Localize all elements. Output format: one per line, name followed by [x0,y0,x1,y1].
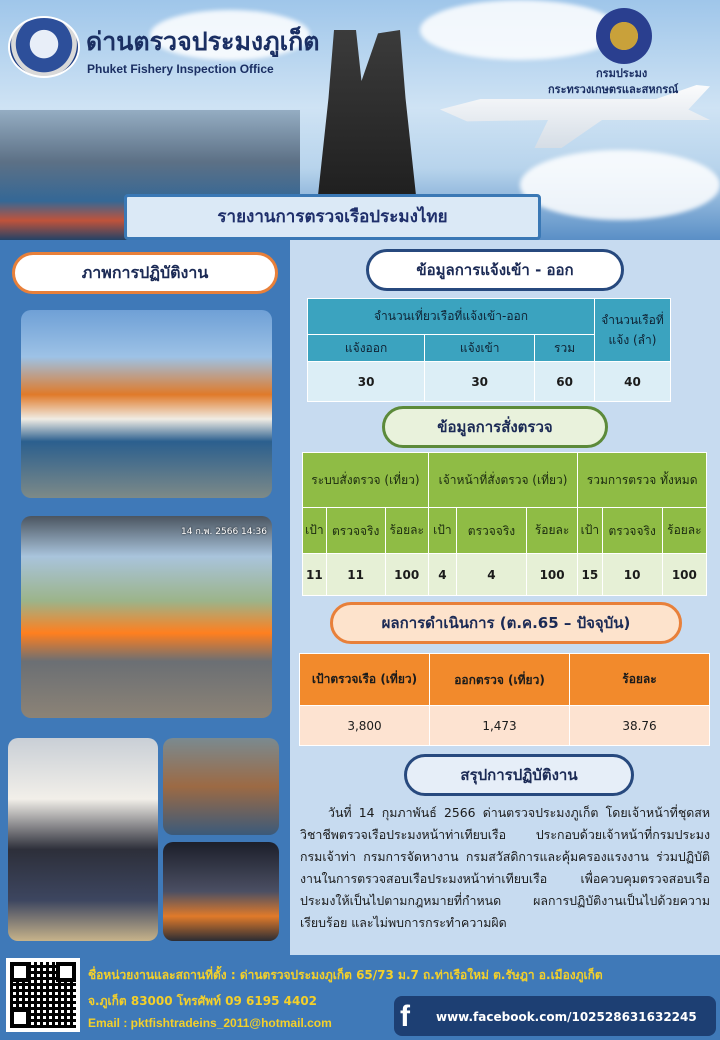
vessels-header: จำนวนเรือที่แจ้ง (ลำ) [595,299,671,362]
result-target-header: เป้าตรวจเรือ (เที่ยว) [300,654,430,706]
facebook-icon[interactable]: f [400,1000,410,1033]
percent-header: ร้อยละ [526,508,577,554]
boat-inspection-photo [21,310,272,498]
office-title-th: ด่านตรวจประมงภูเก็ต [86,27,320,56]
address-line-1: ชื่อหน่วยงานและสถานที่ตั้ง : ด่านตรวจประมงภูเก็ต 65/73 ม.7 ถ.ท่าเรือใหม่ ต.รัษฎา อ.เมืองภูเก็ต [88,968,603,982]
summary-section-title: สรุปการปฏิบัติงาน [404,754,634,796]
officer-target-value: 4 [428,554,456,596]
target-header: เป้า [303,508,327,554]
result-section-title: ผลการดำเนินการ (ต.ค.65 – ปัจจุบัน) [330,602,682,644]
notify-out-header: แจ้งออก [308,335,425,362]
heroines-monument-image [312,30,422,200]
operation-photos-title: ภาพการปฏิบัติงาน [12,252,278,294]
facebook-link[interactable]: www.facebook.com/102528631632245 [436,1010,697,1024]
night-inspection-photo [163,842,279,941]
officer-actual-value: 4 [456,554,526,596]
officer-document-photo [8,738,158,941]
qr-finder-pattern [10,1008,30,1028]
email-link[interactable]: Email : pktfishtradeins_2011@hotmail.com [88,1016,332,1030]
system-target-value: 11 [303,554,327,596]
qr-finder-pattern [10,962,30,982]
summary-text: วันที่ 14 กุมภาพันธ์ 2566 ด่านตรวจประมงภูเก็ต โดยเจ้าหน้าที่ชุดสหวิชาชีพตรวจเรือประมงหน้าท่าเทียบเรือ ประกอบด้วยเจ้าหน้าที่กรมประมง กรมเจ้าท่า กรมการจัดหางาน กรมสวัสดิการและคุ้มครองแรงงาน ร่วมปฏิบัติงานในการตรวจสอบเรือประมงหน้าท่าเทียบเรือ เพื่อควบคุมตรวจสอบเรือประมงให้เป็นไปตามกฎหมายที่กำหนด ผลการปฏิบัติงานเป็นไปด้วยความเรียบร้อย และไม่พบการกระทำความผิด [300,805,710,930]
result-percent-header: ร้อยละ [570,654,710,706]
department-of-fisheries-seal [596,8,652,64]
all-target-value: 15 [578,554,602,596]
fishery-inspection-logo [8,16,80,78]
target-header: เป้า [578,508,602,554]
order-section-title: ข้อมูลการสั่งตรวจ [382,406,608,448]
result-percent-value: 38.76 [570,706,710,746]
qr-code[interactable] [6,958,80,1032]
boat-hull-photo [163,738,279,835]
result-out-value: 1,473 [430,706,570,746]
ministry-name: กระทรวงเกษตรและสหกรณ์ [548,83,679,96]
notify-in-value: 30 [425,362,535,402]
trips-header: จำนวนเที่ยวเรือที่แจ้งเข้า-ออก [308,299,595,335]
all-actual-value: 10 [602,554,662,596]
cloud-decoration [420,0,620,60]
notify-table [307,298,671,402]
report-title: รายงานการตรวจเรือประมงไทย [124,194,541,240]
system-order-header: ระบบสั่งตรวจ (เที่ยว) [303,453,429,508]
notify-section-title: ข้อมูลการแจ้งเข้า - ออก [366,249,624,291]
notify-out-value: 30 [308,362,425,402]
actual-header: ตรวจจริง [602,508,662,554]
office-title-en: Phuket Fishery Inspection Office [87,62,274,76]
all-inspection-header: รวมการตรวจ ทั้งหมด [578,453,707,508]
percent-header: ร้อยละ [662,508,706,554]
vessels-value: 40 [595,362,671,402]
address-line-2: จ.ภูเก็ต 83000 โทรศัพท์ 09 6195 4402 [88,994,318,1008]
officer-order-header: เจ้าหน้าที่สั่งตรวจ (เที่ยว) [428,453,577,508]
crew-group-photo [21,516,272,718]
actual-header: ตรวจจริง [456,508,526,554]
system-percent-value: 100 [385,554,428,596]
system-actual-value: 11 [326,554,385,596]
department-name: กรมประมง [596,67,648,80]
cloud-decoration [520,150,720,220]
actual-header: ตรวจจริง [326,508,385,554]
target-header: เป้า [428,508,456,554]
result-target-value: 3,800 [300,706,430,746]
notify-total-value: 60 [535,362,595,402]
qr-finder-pattern [56,962,76,982]
result-out-header: ออกตรวจ (เที่ยว) [430,654,570,706]
notify-in-header: แจ้งเข้า [425,335,535,362]
notify-total-header: รวม [535,335,595,362]
result-table [299,653,710,746]
order-table [302,452,707,596]
all-percent-value: 100 [662,554,706,596]
percent-header: ร้อยละ [385,508,428,554]
officer-percent-value: 100 [526,554,577,596]
photo-timestamp: 14 ก.พ. 2566 14:36 [181,527,267,537]
